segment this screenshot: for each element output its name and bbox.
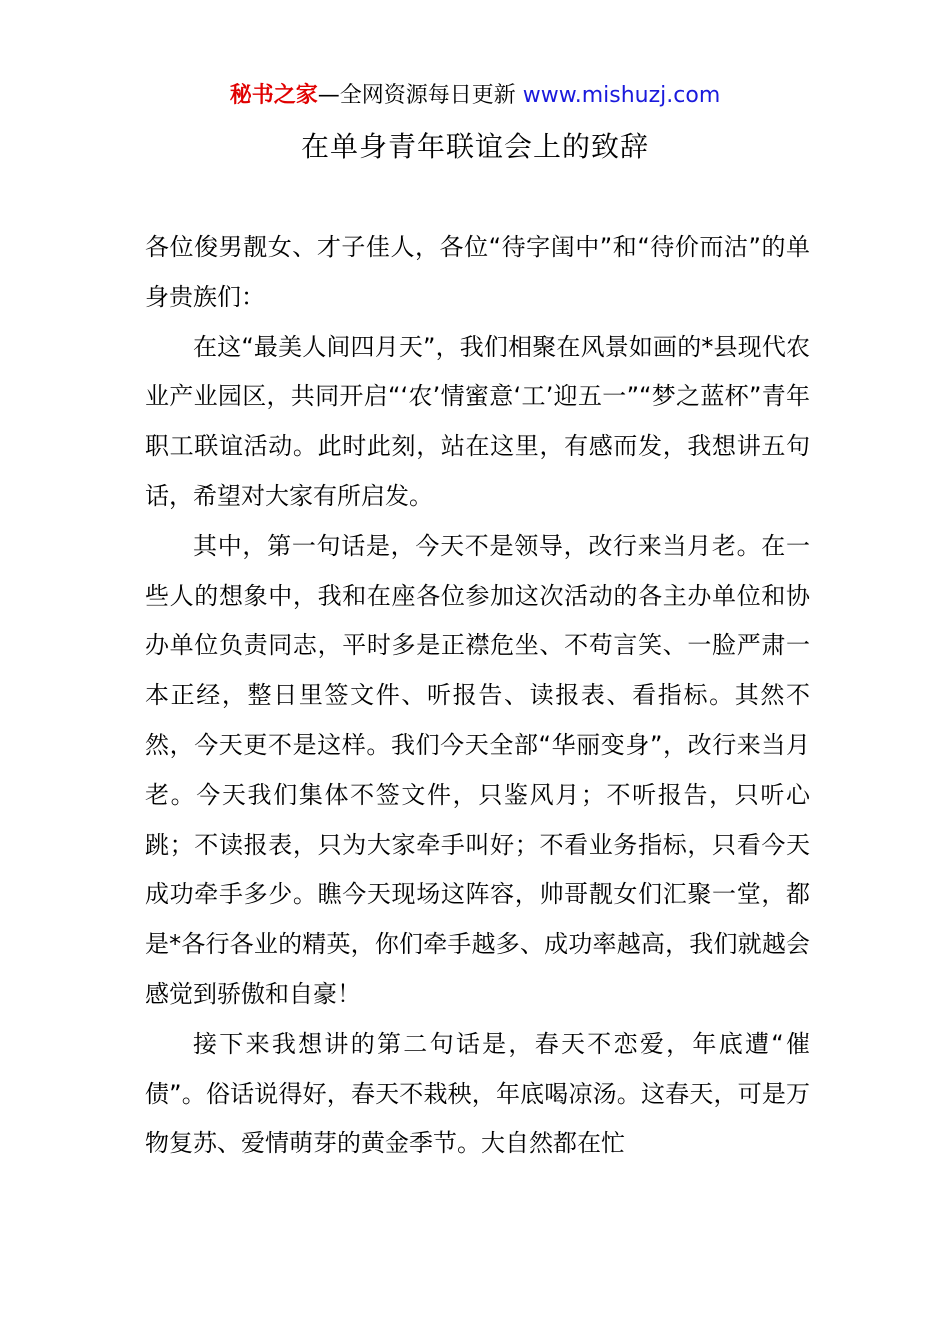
document-title: 在单身青年联谊会上的致辞: [300, 130, 649, 163]
site-header: [0, 80, 950, 112]
paragraph: 接下来我想讲的第二句话是，春天不恋爱，年底遭“催债”。俗话说得好，春天不栽秧，年底喝凉汤。这春天，可是万物复苏、爱情萌芽的黄金季节。大自然都在忙: [145, 1029, 810, 1158]
site-url-link[interactable]: www.mishuzj.com: [522, 83, 721, 108]
site-tagline: —全网资源每日更新: [317, 83, 516, 108]
paragraph: 其中，第一句话是，今天不是领导，改行来当月老。在一些人的想象中，我和在座各位参加这次活动的各主办单位和协办单位负责同志，平时多是正襟危坐、不苟言笑、一脸严肃一本正经，整日里签文件、听报告、读报表、看指标。其然不然，今天更不是这样。我们今天全部“华丽变身”，改行来当月老。今天我们集体不签文件，只鉴风月；不听报告，只听心跳；不读报表，只为大家牵手叫好；不看业务指标，只看今天成功牵手多少。瞧今天现场这阵容，帅哥靓女们汇聚一堂，都是*各行各业的精英，你们牵手越多、成功率越高，我们就越会感觉到骄傲和自豪！: [145, 531, 810, 1008]
paragraph: 在这“最美人间四月天”，我们相聚在风景如画的*县现代农业产业园区，共同开启“‘农’情蜜意‘工’迎五一”“梦之蓝杯”青年职工联谊活动。此时此刻，站在这里，有感而发，我想讲五句话，希望对大家有所启发。: [145, 332, 810, 510]
document-body: [145, 223, 810, 1169]
salutation: 各位俊男靓女、才子佳人，各位“待字闺中”和“待价而沽”的单身贵族们：: [145, 233, 810, 311]
site-brand: 秘书之家: [229, 83, 318, 108]
